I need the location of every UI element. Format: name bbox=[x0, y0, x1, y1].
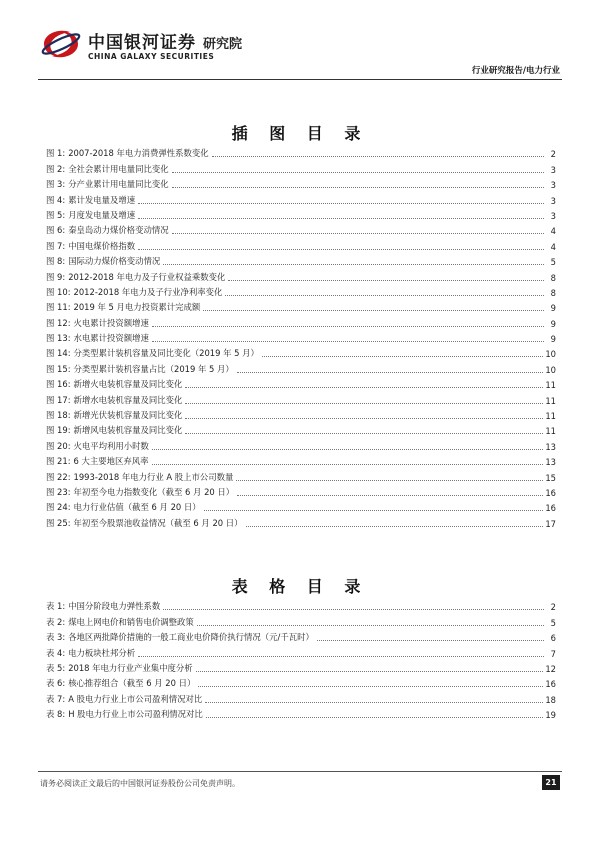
table-entry[interactable] bbox=[46, 689, 556, 704]
figure-entry-label: 图 14: bbox=[46, 348, 71, 359]
figure-entry[interactable] bbox=[46, 344, 556, 359]
figure-entry-page: 16 bbox=[545, 503, 556, 514]
header-divider bbox=[38, 79, 562, 80]
dot-leader bbox=[246, 526, 544, 527]
dot-leader bbox=[228, 280, 544, 281]
figure-entry-caption: 2007-2018 年电力消费弹性系数变化 bbox=[68, 148, 209, 159]
page-header bbox=[0, 0, 600, 84]
report-type: 行业研究报告/电力行业 bbox=[471, 66, 560, 76]
dot-leader bbox=[237, 372, 544, 373]
figure-entry[interactable] bbox=[46, 206, 556, 221]
figure-entry-page: 10 bbox=[545, 364, 556, 375]
table-entry[interactable] bbox=[46, 674, 556, 689]
dot-leader bbox=[225, 295, 544, 296]
table-entry[interactable] bbox=[46, 597, 556, 612]
dot-leader bbox=[236, 480, 543, 481]
figure-entry-page: 11 bbox=[545, 426, 556, 437]
figures-toc-title: 插 图 目 录 bbox=[231, 124, 369, 143]
dot-leader bbox=[203, 310, 544, 311]
table-entry-label: 表 5: bbox=[46, 662, 66, 673]
table-entry-caption: 2018 年电力行业产业集中度分析 bbox=[68, 662, 193, 673]
figure-entry-caption: 新增火电装机容量及同比变化 bbox=[73, 379, 183, 390]
table-entry-caption: A 股电力行业上市公司盈利情况对比 bbox=[68, 693, 203, 704]
figure-entry-label: 图 8: bbox=[46, 256, 66, 267]
figure-entry-caption: 新增水电装机容量及同比变化 bbox=[73, 394, 183, 405]
figure-entry[interactable] bbox=[46, 190, 556, 205]
brand-name-cn: 中国银河证券 bbox=[88, 33, 196, 53]
figure-entry[interactable] bbox=[46, 298, 556, 313]
dot-leader bbox=[152, 326, 544, 327]
figure-entry-page: 8 bbox=[550, 287, 556, 298]
figure-entry-page: 11 bbox=[545, 395, 556, 406]
figure-entry-caption: 火电平均利用小时数 bbox=[73, 440, 149, 451]
figure-entry-label: 图 23: bbox=[46, 486, 71, 497]
dot-leader bbox=[138, 203, 544, 204]
dot-leader bbox=[172, 187, 544, 188]
figure-entry-page: 2 bbox=[550, 149, 556, 160]
figure-entry-page: 9 bbox=[550, 318, 556, 329]
table-entry-page: 12 bbox=[545, 663, 556, 674]
figure-entry-page: 16 bbox=[545, 487, 556, 498]
figure-entry-caption: 年初至今电力指数变化（截至 6 月 20 日） bbox=[73, 486, 235, 497]
dot-leader bbox=[138, 656, 544, 657]
dot-leader bbox=[204, 510, 544, 511]
figure-entry-page: 4 bbox=[550, 241, 556, 252]
figure-entry-label: 图 4: bbox=[46, 194, 66, 205]
figure-entry-page: 5 bbox=[550, 257, 556, 268]
table-entry-caption: 中国分阶段电力弹性系数 bbox=[68, 601, 161, 612]
figure-entry-caption: 新增光伏装机容量及同比变化 bbox=[73, 410, 183, 421]
figure-entry-caption: 分产业累计用电量同比变化 bbox=[68, 179, 169, 190]
figure-entry-label: 图 15: bbox=[46, 363, 71, 374]
figure-entry-label: 图 11: bbox=[46, 302, 71, 313]
figure-entry-caption: 累计发电量及增速 bbox=[68, 194, 136, 205]
figure-entry-page: 11 bbox=[545, 380, 556, 391]
dot-leader bbox=[212, 156, 544, 157]
figure-entry-caption: 年初至今股票池收益情况（截至 6 月 20 日） bbox=[73, 517, 243, 528]
table-entry-page: 2 bbox=[550, 602, 556, 613]
table-entry-page: 16 bbox=[545, 679, 556, 690]
figure-entry[interactable] bbox=[46, 390, 556, 405]
table-entry-label: 表 3: bbox=[46, 632, 66, 643]
figure-entry-label: 图 13: bbox=[46, 333, 71, 344]
tables-toc bbox=[46, 597, 556, 720]
dot-leader bbox=[237, 495, 543, 496]
figure-entry[interactable] bbox=[46, 313, 556, 328]
figure-entry-label: 图 3: bbox=[46, 179, 66, 190]
figure-entry-caption: 中国电煤价格指数 bbox=[68, 240, 136, 251]
figure-entry[interactable] bbox=[46, 498, 556, 513]
table-entry[interactable] bbox=[46, 705, 556, 720]
figure-entry[interactable] bbox=[46, 267, 556, 282]
dot-leader bbox=[163, 264, 544, 265]
figure-entry-label: 图 21: bbox=[46, 456, 71, 467]
figure-entry[interactable] bbox=[46, 406, 556, 421]
figure-entry[interactable] bbox=[46, 421, 556, 436]
figure-entry-page: 15 bbox=[545, 472, 556, 483]
figure-entry-label: 图 25: bbox=[46, 517, 71, 528]
table-entry-label: 表 7: bbox=[46, 693, 66, 704]
figure-entry-label: 图 9: bbox=[46, 271, 66, 282]
table-entry-caption: 煤电上网电价和销售电价调整政策 bbox=[68, 616, 194, 627]
figure-entry-caption: 火电累计投资额增速 bbox=[73, 317, 149, 328]
figure-entry-label: 图 2: bbox=[46, 163, 66, 174]
figure-entry-page: 9 bbox=[550, 303, 556, 314]
figure-entry-page: 17 bbox=[545, 518, 556, 529]
dot-leader bbox=[185, 403, 543, 404]
table-entry[interactable] bbox=[46, 643, 556, 658]
figure-entry-caption: 分类型累计装机容量占比（2019 年 5 月） bbox=[73, 363, 234, 374]
figure-entry-label: 图 17: bbox=[46, 394, 71, 405]
figure-entry[interactable] bbox=[46, 329, 556, 344]
figure-entry-caption: 6 大主要地区弃风率 bbox=[73, 456, 149, 467]
dot-leader bbox=[152, 449, 543, 450]
figure-entry-label: 图 18: bbox=[46, 410, 71, 421]
figure-entry-caption: 2012-2018 年电力及子行业权益乘数变化 bbox=[68, 271, 226, 282]
figure-entry-label: 图 19: bbox=[46, 425, 71, 436]
table-entry-caption: 各地区两批降价措施的一般工商业电价降价执行情况（元/千瓦时） bbox=[68, 632, 314, 643]
figure-entry-caption: 2012-2018 年电力及子行业净利率变化 bbox=[73, 286, 223, 297]
figure-entry[interactable] bbox=[46, 144, 556, 159]
figure-entry[interactable] bbox=[46, 359, 556, 374]
brand-name-en: CHINA GALAXY SECURITIES bbox=[88, 52, 215, 61]
figure-entry-page: 13 bbox=[545, 441, 556, 452]
footer-divider bbox=[38, 771, 562, 772]
figure-entry-label: 图 22: bbox=[46, 471, 71, 482]
table-entry[interactable] bbox=[46, 612, 556, 627]
galaxy-logo-icon bbox=[40, 28, 82, 60]
table-entry-page: 7 bbox=[550, 648, 556, 659]
dot-leader bbox=[317, 640, 544, 641]
figure-entry-page: 3 bbox=[550, 164, 556, 175]
dot-leader bbox=[262, 356, 543, 357]
figure-entry-label: 图 24: bbox=[46, 502, 71, 513]
figure-entry-label: 图 16: bbox=[46, 379, 71, 390]
table-entry-caption: 电力板块杜邦分析 bbox=[68, 647, 136, 658]
figure-entry[interactable] bbox=[46, 513, 556, 528]
dot-leader bbox=[196, 671, 544, 672]
figure-entry[interactable] bbox=[46, 436, 556, 451]
figure-entry[interactable] bbox=[46, 375, 556, 390]
table-entry-page: 6 bbox=[550, 633, 556, 644]
figure-entry-page: 9 bbox=[550, 334, 556, 345]
disclaimer-text: 请务必阅读正文最后的中国银河证券股份公司免责声明。 bbox=[40, 779, 240, 788]
figure-entry[interactable] bbox=[46, 175, 556, 190]
figure-entry-caption: 电力行业估值（截至 6 月 20 日） bbox=[73, 502, 201, 513]
table-entry-caption: H 股电力行业上市公司盈利情况对比 bbox=[68, 709, 203, 720]
table-entry-page: 5 bbox=[550, 617, 556, 628]
dot-leader bbox=[197, 625, 544, 626]
table-entry-caption: 核心推荐组合（截至 6 月 20 日） bbox=[68, 678, 196, 689]
figure-entry-page: 13 bbox=[545, 457, 556, 468]
dot-leader bbox=[206, 717, 544, 718]
figure-entry-caption: 分类型累计装机容量及同比变化（2019 年 5 月） bbox=[73, 348, 259, 359]
figure-entry-caption: 新增风电装机容量及同比变化 bbox=[73, 425, 183, 436]
dot-leader bbox=[163, 609, 544, 610]
figure-entry-page: 10 bbox=[545, 349, 556, 360]
page-number: 21 bbox=[542, 775, 560, 790]
figure-entry-page: 11 bbox=[545, 411, 556, 422]
dot-leader bbox=[138, 218, 544, 219]
dot-leader bbox=[152, 341, 544, 342]
figure-entry-page: 3 bbox=[550, 195, 556, 206]
figure-entry[interactable] bbox=[46, 483, 556, 498]
dot-leader bbox=[138, 249, 544, 250]
figure-entry[interactable] bbox=[46, 221, 556, 236]
table-entry-page: 18 bbox=[545, 694, 556, 705]
figure-entry-label: 图 6: bbox=[46, 225, 66, 236]
dot-leader bbox=[152, 464, 544, 465]
figure-entry-caption: 秦皇岛动力煤价格变动情况 bbox=[68, 225, 169, 236]
figure-entry[interactable] bbox=[46, 283, 556, 298]
table-entry-page: 19 bbox=[545, 710, 556, 721]
dot-leader bbox=[185, 387, 543, 388]
figure-entry[interactable] bbox=[46, 236, 556, 251]
dot-leader bbox=[172, 233, 544, 234]
figure-entry-label: 图 7: bbox=[46, 240, 66, 251]
dot-leader bbox=[185, 418, 543, 419]
figure-entry-caption: 全社会累计用电量同比变化 bbox=[68, 163, 169, 174]
figure-entry[interactable] bbox=[46, 467, 556, 482]
table-entry-label: 表 8: bbox=[46, 709, 66, 720]
brand-institute: 研究院 bbox=[203, 37, 243, 52]
figure-entry[interactable] bbox=[46, 452, 556, 467]
figure-entry-caption: 2019 年 5 月电力投资累计完成额 bbox=[73, 302, 201, 313]
figure-entry-caption: 水电累计投资额增速 bbox=[73, 333, 149, 344]
figure-entry-label: 图 1: bbox=[46, 148, 66, 159]
table-entry-label: 表 2: bbox=[46, 616, 66, 627]
dot-leader bbox=[198, 686, 543, 687]
figure-entry-page: 8 bbox=[550, 272, 556, 283]
table-entry-label: 表 1: bbox=[46, 601, 66, 612]
figure-entry[interactable] bbox=[46, 159, 556, 174]
figure-entry-page: 3 bbox=[550, 180, 556, 191]
figure-entry-page: 3 bbox=[550, 210, 556, 221]
figure-entry-label: 图 10: bbox=[46, 286, 71, 297]
dot-leader bbox=[205, 702, 543, 703]
figure-entry-caption: 国际动力煤价格变动情况 bbox=[68, 256, 161, 267]
figure-entry-label: 图 5: bbox=[46, 209, 66, 220]
figure-entry-page: 4 bbox=[550, 226, 556, 237]
figure-entry-label: 图 20: bbox=[46, 440, 71, 451]
dot-leader bbox=[185, 433, 543, 434]
table-entry[interactable] bbox=[46, 628, 556, 643]
table-entry-label: 表 6: bbox=[46, 678, 66, 689]
table-entry[interactable] bbox=[46, 659, 556, 674]
figures-toc bbox=[46, 144, 556, 529]
table-entry-label: 表 4: bbox=[46, 647, 66, 658]
figure-entry-label: 图 12: bbox=[46, 317, 71, 328]
dot-leader bbox=[172, 172, 544, 173]
figure-entry[interactable] bbox=[46, 252, 556, 267]
tables-toc-title: 表 格 目 录 bbox=[231, 577, 369, 596]
figure-entry-caption: 1993-2018 年电力行业 A 股上市公司数量 bbox=[73, 471, 234, 482]
figure-entry-caption: 月度发电量及增速 bbox=[68, 209, 136, 220]
